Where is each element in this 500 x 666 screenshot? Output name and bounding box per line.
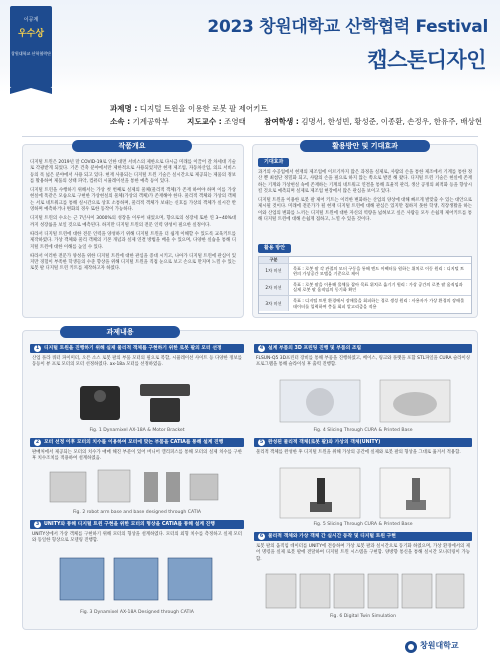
poster-title: 2023 창원대학교 산학협력 Festival — [207, 17, 488, 37]
project-prof: 조영태 — [224, 117, 246, 126]
badge-top: 이공계 — [23, 17, 39, 23]
label-title: 과제명 : — [110, 104, 138, 113]
step-text: 로봇 팔의 움직임 데이터를 UNITY에 전송하여 가상 로봇 팔과 실시간으로 동기화 하였으며, 가상 환경에서의 제어 명령을 실제 로봇 팔에 전달하여 디지털 트윈 시스템을 구현함. 양방향 통신을 통해 실시간 모니터링이 가능함. — [256, 544, 470, 562]
project-title: 디지털 트윈을 이용한 로봇 팔 제어키트 — [139, 104, 268, 113]
header — [0, 0, 500, 92]
mission-text: 목표 : 로봇 팔 각 관절의 모터 구동을 통해 엔드 이펙터를 원하는 위치로 이동 원리 : 디지털 트윈의 가상공간 모델을 기준으로 제어 — [293, 265, 465, 277]
process-heading: 과제내용 — [60, 326, 180, 338]
expected-effects-label: 기대효과 — [258, 158, 289, 167]
mission-label: 3차 미션 — [259, 296, 289, 311]
mission-table — [258, 256, 472, 314]
table-row — [259, 280, 471, 296]
effects-para: 과거의 수공업에서 현재의 제조업에 이르기까지 많은 과정을 실제로, 사람의 손을 통한 제조에서 기계를 통한 정산 뿐 최첨단 정밀화 되고, 사람의 손을 필요로 하지 않는 쪽으로 발전 해 왔다. 디지털 트윈 기술은 현실에 존재하는 기계와 가상현실 속에 존재하는 기계의 네트워크 연결을 통해 효율적 관리, 생산 공정의 최적화 등을 향상시킬 것으로 예측되며 실제로 제조업 현장에서 많은 관심을 보이고 있다. — [258, 170, 472, 194]
step-title: 3 UNITY와 통해 디지털 트윈 구현을 위한 모터의 형상을 CATIA를 통해 설계 진행 — [30, 520, 244, 529]
university-logo-icon — [404, 640, 418, 654]
university-name: 창원대학교 — [420, 641, 459, 650]
project-dept: 기계공학부 — [132, 117, 169, 126]
figure-caption: Fig. 6 Digital Twin Simulation — [329, 614, 397, 619]
figure-caption: Fig. 2 robot arm base and base designed through CATIA — [72, 510, 202, 515]
divider — [22, 136, 478, 137]
purpose-text — [30, 160, 236, 276]
purpose-para: 디지털 트윈의 수요는 근 7년사이 3000%의 성장을 이루어 내었으며, 향으로의 성장세 또한 연 3~40%대까지 성장률을 보일 것으로 예측된다. 하지만 디지털 트윈의 전문 인력 양성이 필요한 실정이다. — [30, 216, 236, 228]
slicing-figure — [270, 376, 460, 426]
figure-caption: Fig. 4 Slicing Through CURA & Printed Base — [313, 428, 413, 433]
cad-parts-figure — [40, 466, 230, 508]
expected-effects-text — [258, 170, 472, 223]
mission-label: 2차 미션 — [259, 280, 289, 295]
project-members: 김명서, 한성빈, 황성준, 이종환, 손정우, 한유주, 배상현 — [301, 117, 482, 126]
motor-figure — [60, 376, 210, 428]
step-title: 5 완성된 물리적 객체(로봇 팔)와 가상의 객체(UNITY) — [254, 438, 472, 447]
mission-text: 목표 : 로봇 팔을 이용해 물체를 잡아 목표 위치로 옮기기 원리 : 가상 공간의 로봇 팔 움직임과 실제 로봇 팔 움직임의 동기화 확인 — [293, 281, 463, 293]
figure-caption: Fig. 1 Dynamixel AX-18A & Motor Bracket — [89, 428, 185, 433]
badge-award: 우수상 — [17, 29, 45, 39]
purpose-heading: 작품개요 — [72, 140, 192, 152]
effects-para: 디지털 트윈을 이용한 로봇 팔 제어 키트는 이러한 변화하는 산업의 양상에 대해 빠르게 발맞출 수 있는 대안으로 제시될 것이다. 미래에 전문가가 될 현재 디지털 트윈에 대해 관심은 있지만 접하지 못한 학생, 직장생활을 하는 이와 산업의 변화를 느끼는 디지털 트윈에 대한 자신의 역량을 넓혀보고 싶은 사람들 모두 손쉽게 제어키트를 통해 디지털 트윈에 대해 손쉽게 접하고, 느낄 수 있을 것이다. — [258, 198, 472, 223]
label-members: 참여학생 : — [264, 117, 299, 126]
poster-subtitle: 캡스톤디자인 — [367, 48, 486, 72]
purpose-para: 디지털 트윈은 2019년 말 COVID-19로 인한 대면 서비스의 제한으로 다시금 미래를 이끌어 갈 차세대 기술로 각광받게 되었다. 기존 건축 분야에서만 제한적으로 사용되었지만 현재 제조업, 자동차산업, 의료 서비스 등의 폭 넓은 분야에서 사용 되고 있다. 현재 사용되는 디지털 트윈 기술은 실시간으로 제공되는 제품의 정보를 활용하여 제품의 상태 파악, 컴퓨터 시뮬레이션을 통한 예측 등이 있다. — [30, 160, 236, 184]
step-title: 6 물리적 객체와 가상 객체 간 실시간 동작 및 디지털 트윈 구현 — [254, 532, 472, 541]
simulation-figure — [262, 570, 468, 612]
step-text: FLSUN-Q5 3D프린터 장비를 통해 부품을 진행하였고, 베이스, 링크와 플랫을 포함 STL파일을 CURA 슬라이싱 프로그램을 통해 슬라이싱 후 출력 진행함. — [256, 356, 470, 368]
mission-label: 1차 미션 — [259, 264, 289, 279]
table-row — [259, 264, 471, 280]
step-text: 판매처에서 제공되는 모터의 치수가 애매 해진 부분이 있어 버니어 캘리퍼스를 통해 모터의 실제 치수를 구한 후 치수조치를 적용하여 설계하였음. — [32, 450, 242, 462]
label-prof: 지도교수 : — [187, 117, 222, 126]
figure-caption: Fig. 5 Slicing Through CURA & Printed Base — [313, 522, 413, 527]
robot-arm-figure — [270, 466, 460, 520]
award-badge-icon — [10, 6, 52, 88]
table-header: 구분 — [259, 257, 289, 263]
plan-heading: 활용방안 및 기대효과 — [300, 140, 430, 152]
step-text: 물리적 객체를 완성한 후 디지털 트윈을 위해 가상의 공간에 실제와 로봇 팔의 형상을 그대로 옮겨서 적용함. — [256, 450, 461, 455]
motor-cad-figure — [50, 550, 220, 606]
figure-caption: Fig. 3 Dynamixel AX-18A Designed through CATIA — [80, 610, 194, 615]
step-text: UNITY상에서 가상 객체를 구현하기 위해 모터의 형상을 설계하였다. 모터의 외형 치수를 측정하고 실제 모터와 동일한 형상으로 모델링 진행함. — [32, 532, 242, 544]
badge-org: 창원대학교 산학협력단 — [11, 51, 51, 56]
mission-text: 목표 : 디지털 트윈 환경에서 장애물을 회피하는 경로 생성 원리 : 사용자가 가상 환경의 장애물 데이터를 입력하여 충돌 회피 알고리즘을 적용 — [293, 297, 465, 309]
step-text: 산업 플라 쿼터 파이미터, 오픈 소스 로봇 팔의 부품 모터의 필요로 복합, 시뮬레이션 사이트 등 다양한 정보를 동등이 뷰 프로 모터의 모터 선정하였다. ax-18a 모터를 선정하였음. — [32, 356, 242, 368]
project-info — [58, 98, 482, 126]
purpose-para: 따라서 이러한 전문가 양성을 위한 디지털 트윈에 대한 관심을 증대 시키고, 나아가 디지털 트윈에 관심이 있지만 경험이 부족한 학생들의 수준 향상을 위해 디지털 트윈을 직접 눈으로 보고 손으로 만지며 느낄 수 있는 로봇 팔 디지털 트윈 키트를 제작하고자 하였다. — [30, 253, 236, 272]
step-title: 2 모터 선정 이후 모터의 치수를 이용하여 모터에 맞는 부품을 CATIA를 통해 설계 진행 — [30, 438, 244, 447]
purpose-para: 따라서 디지털 트윈에 대한 전문 인력을 양성하기 위해 디지털 트윈을 더 쉽게 이해할 수 있도록 교육키트를 제작하였다. 가상 객체와 물리 객체의 기본 개념과 실제 연결 방법을 배울 수 있으며, 다양한 실습을 통해 디지털 트윈에 대한 이해를 높일 수 있다. — [30, 231, 236, 250]
step-title: 4 설계 부품의 3D 프린팅 진행 및 부품의 조립 — [254, 344, 472, 353]
table-row — [259, 257, 471, 264]
step-title: 1 디지털 트윈을 진행하기 위해 실제 물리적 객체를 구현하기 위한 로봇 팔의 모터 선정 — [30, 344, 244, 353]
usage-label: 활용 방안 — [258, 244, 291, 253]
purpose-para: 디지털 트윈을 수행하기 위해서는 가상 첫 번째로 실제의 물체(물리적 객체)가 존재 하여야 하며 이를 가상 현실에 똑같은 모습으로 구현한 가상현실의 물체(가상의 객체)가 존재해야 한다. 물리적 객체와 가상의 객체는 서로 네트워크를 통해 실시간으로 상호 소통하며, 물리적 객체가 보내는 신호를 가상의 객체가 실시간 반영하며 예측하거나 변화의 경우 또한 동작이 가능하다. — [30, 188, 236, 213]
table-row — [259, 296, 471, 311]
label-dept: 소속 : — [110, 117, 131, 126]
